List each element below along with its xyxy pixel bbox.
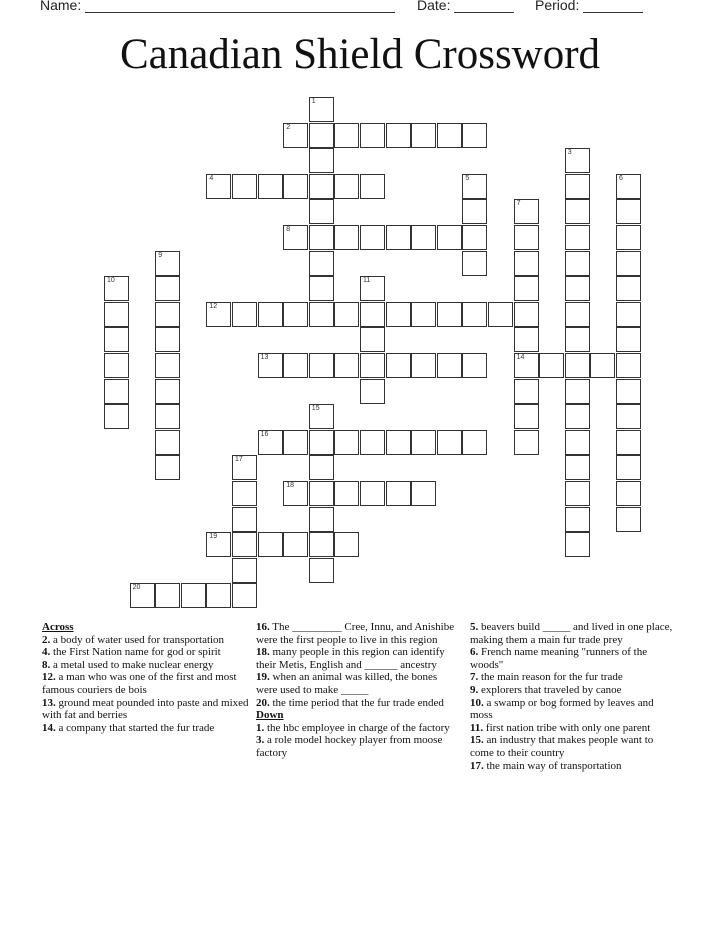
crossword-cell[interactable] <box>155 302 180 327</box>
crossword-cell[interactable] <box>462 123 487 148</box>
crossword-cell[interactable] <box>309 481 334 506</box>
clue-item <box>256 734 456 759</box>
crossword-cell[interactable] <box>616 174 641 199</box>
crossword-cell[interactable] <box>437 353 462 378</box>
clue-number: 8. <box>42 658 51 671</box>
cell-number: 2 <box>286 123 291 131</box>
crossword-cell[interactable] <box>386 225 411 250</box>
cell-number: 9 <box>158 251 163 259</box>
clue-item <box>42 697 252 722</box>
crossword-cell[interactable] <box>539 353 564 378</box>
across-clue-list <box>42 634 252 735</box>
clue-item <box>42 634 252 647</box>
crossword-cell[interactable] <box>514 404 539 429</box>
clue-item <box>42 671 252 696</box>
clue-number: 7. <box>470 671 479 684</box>
crossword-cell[interactable] <box>488 302 513 327</box>
crossword-cell[interactable] <box>565 225 590 250</box>
crossword-cell[interactable] <box>309 276 334 301</box>
crossword-cell[interactable] <box>309 507 334 532</box>
crossword-cell[interactable] <box>462 302 487 327</box>
clue-text: a company that started the fur trade <box>55 721 215 734</box>
crossword-cell[interactable] <box>616 379 641 404</box>
crossword-cell[interactable] <box>616 302 641 327</box>
crossword-cell[interactable] <box>437 430 462 455</box>
crossword-cell[interactable] <box>565 532 590 557</box>
clue-text: the hbc employee in charge of the factory <box>264 721 450 734</box>
crossword-cell[interactable] <box>258 174 283 199</box>
crossword-cell[interactable] <box>514 225 539 250</box>
clue-item <box>470 684 675 697</box>
down-heading: Down <box>256 709 284 722</box>
clue-item <box>470 760 675 773</box>
cell-number: 8 <box>286 226 291 233</box>
clue-number: 2. <box>42 633 51 646</box>
clue-number: 10. <box>470 696 484 709</box>
clue-number: 1. <box>256 721 265 734</box>
crossword-cell[interactable] <box>334 174 359 199</box>
cell-number: 15 <box>311 405 320 413</box>
crossword-cell[interactable] <box>283 174 308 199</box>
page-title: Canadian Shield Crossword <box>119 31 601 78</box>
clue-item <box>470 671 675 684</box>
crossword-cell[interactable] <box>411 123 436 148</box>
clue-number: 13. <box>42 696 56 709</box>
crossword-cell[interactable] <box>309 225 334 250</box>
crossword-cell[interactable] <box>130 583 155 608</box>
crossword-cell[interactable] <box>309 532 334 557</box>
cell-number: 5 <box>465 174 470 182</box>
crossword-cell[interactable] <box>258 532 283 557</box>
crossword-cell[interactable] <box>514 430 539 455</box>
crossword-cell[interactable] <box>360 174 385 199</box>
crossword-cell[interactable] <box>360 123 385 148</box>
crossword-cell[interactable] <box>437 302 462 327</box>
crossword-cell[interactable] <box>283 302 308 327</box>
crossword-cell[interactable] <box>616 481 641 506</box>
crossword-cell[interactable] <box>565 455 590 480</box>
clue-item <box>42 722 252 735</box>
clue-number: 20. <box>256 696 270 709</box>
crossword-cell[interactable] <box>565 404 590 429</box>
crossword-cell[interactable] <box>309 353 334 378</box>
crossword-cell[interactable] <box>232 174 257 199</box>
down-clue-list-continued <box>470 621 675 772</box>
crossword-cell[interactable] <box>616 225 641 250</box>
clue-number: 18. <box>256 646 270 659</box>
across-clue-list-continued <box>256 621 456 709</box>
date-label: Date: <box>417 0 451 13</box>
period-label: Period: <box>535 0 580 13</box>
crossword-cell[interactable] <box>283 123 308 148</box>
crossword-cell[interactable] <box>258 353 283 378</box>
clue-text: a role model hockey player from moose factory <box>256 734 443 759</box>
crossword-cell[interactable] <box>616 276 641 301</box>
crossword-cell[interactable] <box>411 430 436 455</box>
crossword-cell[interactable] <box>565 148 590 173</box>
cell-number: 20 <box>132 584 141 592</box>
crossword-cell[interactable] <box>309 302 334 327</box>
cell-number: 12 <box>209 302 218 310</box>
crossword-cell[interactable] <box>386 123 411 148</box>
crossword-cell[interactable] <box>232 302 257 327</box>
crossword-cell[interactable] <box>360 481 385 506</box>
crossword-cell[interactable] <box>565 199 590 224</box>
crossword-cell[interactable] <box>206 583 231 608</box>
clues-column-3 <box>470 621 675 772</box>
crossword-cell[interactable] <box>334 302 359 327</box>
crossword-cell[interactable] <box>309 123 334 148</box>
clue-text: ground meat pounded into paste and mixed with fat and berries <box>42 696 249 722</box>
crossword-cell[interactable] <box>206 174 231 199</box>
crossword-cell[interactable] <box>155 353 180 378</box>
clue-number: 16. <box>256 621 270 633</box>
clue-number: 9. <box>470 683 479 696</box>
cell-number: 17 <box>235 456 243 464</box>
clues-column-1 <box>42 621 252 734</box>
crossword-cell[interactable] <box>514 353 539 378</box>
clue-item <box>42 659 252 672</box>
cell-number: 4 <box>209 174 214 182</box>
crossword-cell[interactable] <box>411 302 436 327</box>
clue-item <box>256 722 456 735</box>
crossword-cell[interactable] <box>616 327 641 352</box>
crossword-cell[interactable] <box>616 404 641 429</box>
crossword-cell[interactable] <box>514 379 539 404</box>
crossword-cell[interactable] <box>411 225 436 250</box>
cell-number: 7 <box>516 200 521 208</box>
clue-item <box>470 621 675 646</box>
clue-number: 17. <box>470 759 484 772</box>
clue-number: 6. <box>470 646 479 659</box>
crossword-cell[interactable] <box>309 404 334 429</box>
crossword-cell[interactable] <box>283 430 308 455</box>
crossword-cell[interactable] <box>514 302 539 327</box>
crossword-cell[interactable] <box>514 276 539 301</box>
crossword-cell[interactable] <box>155 276 180 301</box>
crossword-cell[interactable] <box>360 302 385 327</box>
crossword-cell[interactable] <box>104 327 129 352</box>
crossword-cell[interactable] <box>565 174 590 199</box>
cell-number: 19 <box>209 533 218 541</box>
crossword-cell[interactable] <box>309 174 334 199</box>
crossword-cell[interactable] <box>155 379 180 404</box>
clue-text: an industry that makes people want to come to their country <box>470 734 654 759</box>
crossword-cell[interactable] <box>462 353 487 378</box>
crossword-cell[interactable] <box>616 199 641 224</box>
crossword-cell[interactable] <box>232 507 257 532</box>
crossword-cell[interactable] <box>155 583 180 608</box>
crossword-cell[interactable] <box>283 353 308 378</box>
crossword-cell[interactable] <box>155 327 180 352</box>
crossword-cell[interactable] <box>565 327 590 352</box>
clue-number: 5. <box>470 621 479 633</box>
crossword-cell[interactable] <box>565 302 590 327</box>
clue-number: 15. <box>470 734 484 747</box>
clue-item <box>256 697 456 710</box>
clue-text: the time period that the fur trade ended <box>269 696 444 709</box>
clue-number: 19. <box>256 671 270 684</box>
crossword-cell[interactable] <box>155 455 180 480</box>
crossword-cell[interactable] <box>104 404 129 429</box>
crossword-cell[interactable] <box>386 302 411 327</box>
crossword-cell[interactable] <box>334 430 359 455</box>
clue-item <box>42 646 252 659</box>
clue-text: explorers that traveled by canoe <box>478 683 622 696</box>
crossword-cell[interactable] <box>514 327 539 352</box>
clue-number: 3. <box>256 734 265 747</box>
clue-text: a man who was one of the first and most famous couriers de bois <box>42 671 237 696</box>
crossword-cell[interactable] <box>334 353 359 378</box>
crossword-cell[interactable] <box>232 583 257 608</box>
crossword-cell[interactable] <box>232 558 257 583</box>
clue-text: the main reason for the fur trade <box>478 671 623 684</box>
crossword-cell[interactable] <box>309 558 334 583</box>
crossword-cell[interactable] <box>309 97 334 122</box>
crossword-cell[interactable] <box>360 379 385 404</box>
crossword-cell[interactable] <box>283 481 308 506</box>
crossword-cell[interactable] <box>155 430 180 455</box>
cell-number: 1 <box>311 98 316 105</box>
crossword-cell[interactable] <box>334 481 359 506</box>
crossword-cell[interactable] <box>258 302 283 327</box>
crossword-cell[interactable] <box>616 455 641 480</box>
crossword-cell[interactable] <box>386 430 411 455</box>
crossword-cell[interactable] <box>360 276 385 301</box>
clue-text: a body of water used for transportation <box>50 633 225 646</box>
crossword-cell[interactable] <box>206 302 231 327</box>
crossword-cell[interactable] <box>283 225 308 250</box>
crossword-cell[interactable] <box>565 507 590 532</box>
crossword-cell[interactable] <box>360 430 385 455</box>
cell-number: 11 <box>363 277 371 285</box>
cell-number: 3 <box>567 149 572 157</box>
crossword-cell[interactable] <box>411 353 436 378</box>
clue-text: first nation tribe with only one parent <box>483 721 651 734</box>
clue-item <box>470 697 675 722</box>
clue-text: the First Nation name for god or spirit <box>50 646 221 659</box>
crossword-cell[interactable] <box>334 532 359 557</box>
crossword-cell[interactable] <box>104 353 129 378</box>
crossword-cell[interactable] <box>411 481 436 506</box>
clue-item <box>470 646 675 671</box>
crossword-cell[interactable] <box>232 532 257 557</box>
crossword-cell[interactable] <box>104 379 129 404</box>
name-label: Name: <box>40 0 82 13</box>
crossword-cell[interactable] <box>565 430 590 455</box>
crossword-cell[interactable] <box>334 225 359 250</box>
clue-text: the main way of transportation <box>483 759 622 772</box>
crossword-cell[interactable] <box>437 123 462 148</box>
crossword-cell[interactable] <box>360 225 385 250</box>
clue-number: 12. <box>42 671 56 684</box>
crossword-cell[interactable] <box>104 276 129 301</box>
crossword-cell[interactable] <box>206 532 231 557</box>
crossword-cell[interactable] <box>616 430 641 455</box>
crossword-cell[interactable] <box>386 353 411 378</box>
crossword-cell[interactable] <box>283 532 308 557</box>
clues-column-2 <box>256 621 456 760</box>
down-clue-list <box>256 722 456 760</box>
crossword-cell[interactable] <box>232 455 257 480</box>
crossword-cell[interactable] <box>437 225 462 250</box>
clue-number: 11. <box>470 721 484 734</box>
clue-item <box>256 671 456 696</box>
crossword-cell[interactable] <box>565 251 590 276</box>
crossword-cell[interactable] <box>309 251 334 276</box>
crossword-cell[interactable] <box>462 199 487 224</box>
clue-item <box>470 734 675 759</box>
crossword-cell[interactable] <box>590 353 615 378</box>
crossword-cell[interactable] <box>565 481 590 506</box>
crossword-cell[interactable] <box>565 379 590 404</box>
cell-number: 6 <box>619 174 623 182</box>
crossword-cell[interactable] <box>309 148 334 173</box>
cell-number: 13 <box>260 354 269 361</box>
clue-text: a swamp or bog formed by leaves and moss <box>470 696 654 722</box>
crossword-cell[interactable] <box>565 276 590 301</box>
crossword-cell[interactable] <box>462 251 487 276</box>
crossword-cell[interactable] <box>616 353 641 378</box>
cell-number: 10 <box>107 277 115 285</box>
clue-text: beavers build _____ and lived in one place, making them a main fur trade prey <box>470 621 673 646</box>
crossword-cell[interactable] <box>258 430 283 455</box>
crossword-cell[interactable] <box>616 251 641 276</box>
clue-item <box>256 646 456 671</box>
clue-text: a metal used to make nuclear energy <box>50 658 214 671</box>
crossword-cell[interactable] <box>155 404 180 429</box>
clue-text: The _________ Cree, Innu, and Anishibe were the first people to live in this region <box>256 621 455 646</box>
crossword-cell[interactable] <box>616 507 641 532</box>
crossword-cell[interactable] <box>462 430 487 455</box>
crossword-cell[interactable] <box>309 455 334 480</box>
clue-number: 14. <box>42 721 56 734</box>
crossword-cell[interactable] <box>334 123 359 148</box>
crossword-cell[interactable] <box>462 225 487 250</box>
crossword-cell[interactable] <box>514 251 539 276</box>
crossword-cell[interactable] <box>309 430 334 455</box>
crossword-cell[interactable] <box>360 327 385 352</box>
clue-text: many people in this region can identify their Metis, English and ______ ancestry <box>256 646 445 671</box>
crossword-cell[interactable] <box>181 583 206 608</box>
clue-number: 4. <box>42 646 51 659</box>
crossword-cell[interactable] <box>462 174 487 199</box>
crossword-cell[interactable] <box>232 481 257 506</box>
clue-text: French name meaning "runners of the woods" <box>470 646 648 671</box>
crossword-cell[interactable] <box>360 353 385 378</box>
crossword-cell[interactable] <box>309 199 334 224</box>
clue-item <box>256 621 456 646</box>
cell-number: 14 <box>516 354 525 361</box>
cell-number: 16 <box>260 430 269 438</box>
across-heading: Across <box>42 621 74 633</box>
cell-number: 18 <box>286 482 294 489</box>
crossword-cell[interactable] <box>104 302 129 327</box>
crossword-cell[interactable] <box>565 353 590 378</box>
crossword-cell[interactable] <box>386 481 411 506</box>
crossword-cell[interactable] <box>155 251 180 276</box>
clue-text: when an animal was killed, the bones were used to make _____ <box>256 671 438 696</box>
clue-item <box>470 722 675 735</box>
crossword-cell[interactable] <box>514 199 539 224</box>
